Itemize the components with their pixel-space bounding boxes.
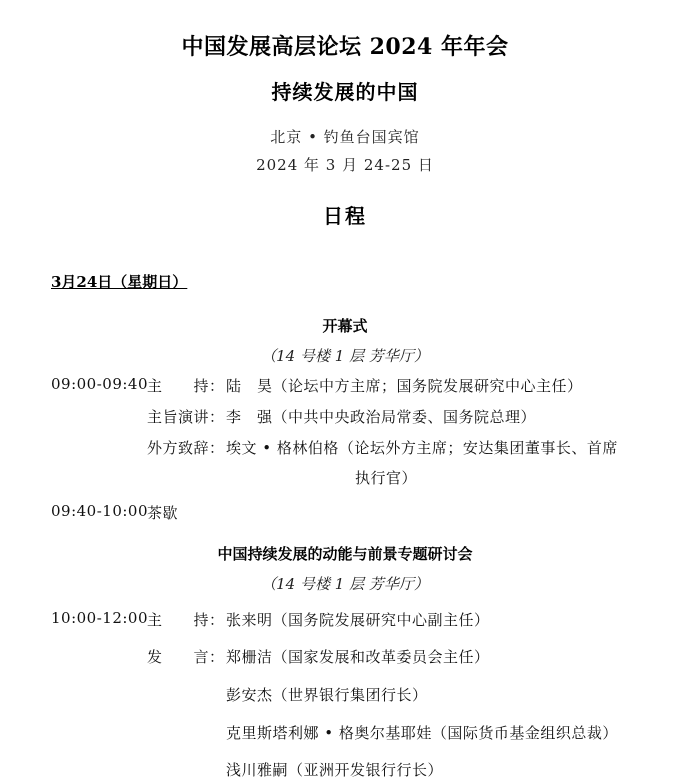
role-label: 主 持： xyxy=(147,377,225,395)
participant-entry: 李 强（中共中央政治局常委、国务院总理） xyxy=(226,408,537,426)
break-label: 茶歇 xyxy=(147,504,179,522)
participant-entry: 埃文 • 格林伯格（论坛外方主席；安达集团董事长、首席 xyxy=(226,439,618,457)
session-time: 09:00-09:40 xyxy=(51,375,149,393)
role-label: 发 言： xyxy=(147,648,225,666)
session-title: 开幕式 xyxy=(322,317,368,335)
role-label: 外方致辞： xyxy=(147,439,225,457)
session-title: 中国持续发展的动能与前景专题研讨会 xyxy=(217,545,473,563)
participant-entry: 张来明（国务院发展研究中心副主任） xyxy=(226,611,490,629)
role-label: 主旨演讲： xyxy=(147,408,225,426)
session-location: （14 号楼 1 层 芳华厅） xyxy=(261,575,429,593)
participant-entry: 郑栅洁（国家发展和改革委员会主任） xyxy=(226,648,490,666)
schedule-heading: 日程 xyxy=(323,204,367,228)
forum-title: 中国发展高层论坛 2024 年年会 xyxy=(181,34,509,60)
participant-entry: 彭安杰（世界银行集团行长） xyxy=(226,686,428,704)
participant-entry: 浅川雅嗣（亚洲开发银行行长） xyxy=(226,761,444,779)
session-time: 10:00-12:00 xyxy=(51,609,149,627)
participant-entry: 陆 昊（论坛中方主席；国务院发展研究中心主任） xyxy=(226,377,583,395)
date-text: 2024 年 3 月 24-25 日 xyxy=(256,156,434,174)
session-location: （14 号楼 1 层 芳华厅） xyxy=(261,347,429,365)
day-heading: 3月24日（星期日） xyxy=(51,273,188,291)
forum-theme: 持续发展的中国 xyxy=(271,80,419,104)
venue-text: 北京 • 钓鱼台国宾馆 xyxy=(270,128,420,146)
participant-entry: 克里斯塔利娜 • 格奥尔基耶娃（国际货币基金组织总裁） xyxy=(226,724,618,742)
session-time: 09:40-10:00 xyxy=(51,502,149,520)
role-label: 主 持： xyxy=(147,611,225,629)
participant-entry-continuation: 执行官） xyxy=(355,469,418,487)
